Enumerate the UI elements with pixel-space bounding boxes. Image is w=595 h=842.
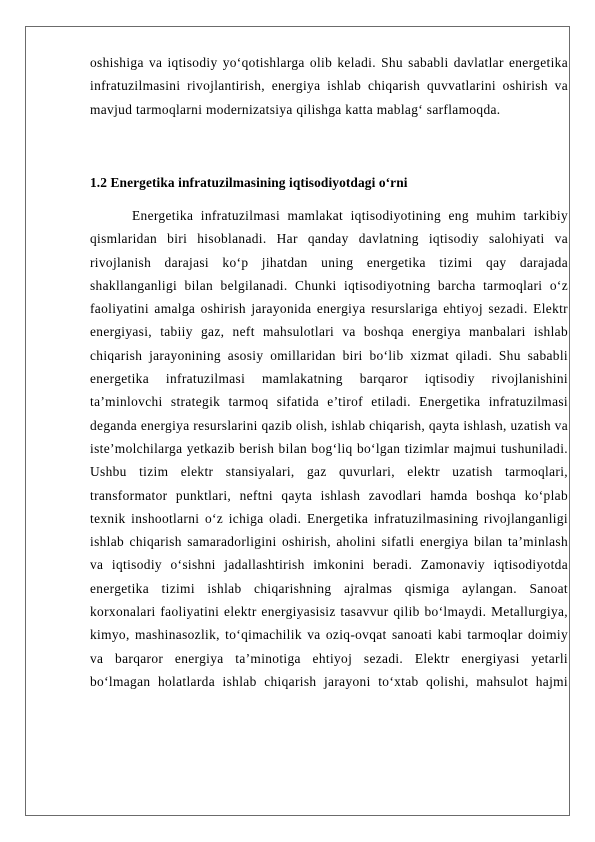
- paragraph-body: Energetika infratuzilmasi mamlakat iqtisodiyotining eng muhim tarkibiy qismlaridan biri hisoblanadi. Har qanday davlatning iqtisodiy salohiyati va rivojlanish darajasi ko‘p jihatdan uning energetika tizimi qay darajada shakllanganligi bilan belgilanadi. Chunki iqtisodiyotning barcha tarmoqlari o‘z faoliyatini amalga oshirish jarayonida energiya resurslariga ehtiyoj sezadi. Elektr energiyasi, tabiiy gaz, neft mahsulotlari va boshqa energiya manbalari ishlab chiqarish jarayonining asosiy omillaridan biri bo‘lib xizmat qiladi. Shu sababli energetika infratuzilmasi mamlakatning barqaror iqtisodiy rivojlanishini ta’minlovchi strategik tarmoq sifatida e’tirof etiladi. Energetika infratuzilmasi deganda energiya resurslarini qazib olish, ishlab chiqarish, qayta ishlash, uzatish va iste’molchilarga yetkazib berish bilan bog‘liq bo‘lgan tizimlar majmui tushuniladi. Ushbu tizim elektr stansiyalari, gaz quvurlari, elektr uzatish tarmoqlari, transformator punktlari, neftni qayta ishlash zavodlari hamda boshqa ko‘plab texnik inshootlarni o‘z ichiga oladi. Energetika infratuzilmasining rivojlanganligi ishlab chiqarish samaradorligini oshirish, aholini sifatli energiya bilan ta’minlash va iqtisodiy o‘sishni jadallashtirish imkonini beradi. Zamonaviy iqtisodiyotda energetika tizimi ishlab chiqarishning ajralmas qismiga aylangan. Sanoat korxonalari faoliyatini elektr energiyasisiz tasavvur qilib bo‘lmaydi. Metallurgiya, kimyo, mashinasozlik, to‘qimachilik va oziq-ovqat sanoati kabi tarmoqlar doimiy va barqaror energiya ta’minotiga ehtiyoj sezadi. Elektr energiyasi yetarli bo‘lmagan holatlarda ishlab chiqarish jarayoni to‘xtab qolishi, mahsulot hajmi: [90, 208, 568, 689]
- section-heading: 1.2 Energetika infratuzilmasining iqtisodiyotdagi o‘rni: [90, 175, 408, 190]
- paragraph-intro-continuation: oshishiga va iqtisodiy yo‘qotishlarga olib keladi. Shu sababli davlatlar energetika infratuzilmasini rivojlantirish, energiya ishlab chiqarish quvvatlarini oshirish va mavjud tarmoqlarni modernizatsiya qilishga katta mablag‘ sarflamoqda.: [90, 55, 568, 117]
